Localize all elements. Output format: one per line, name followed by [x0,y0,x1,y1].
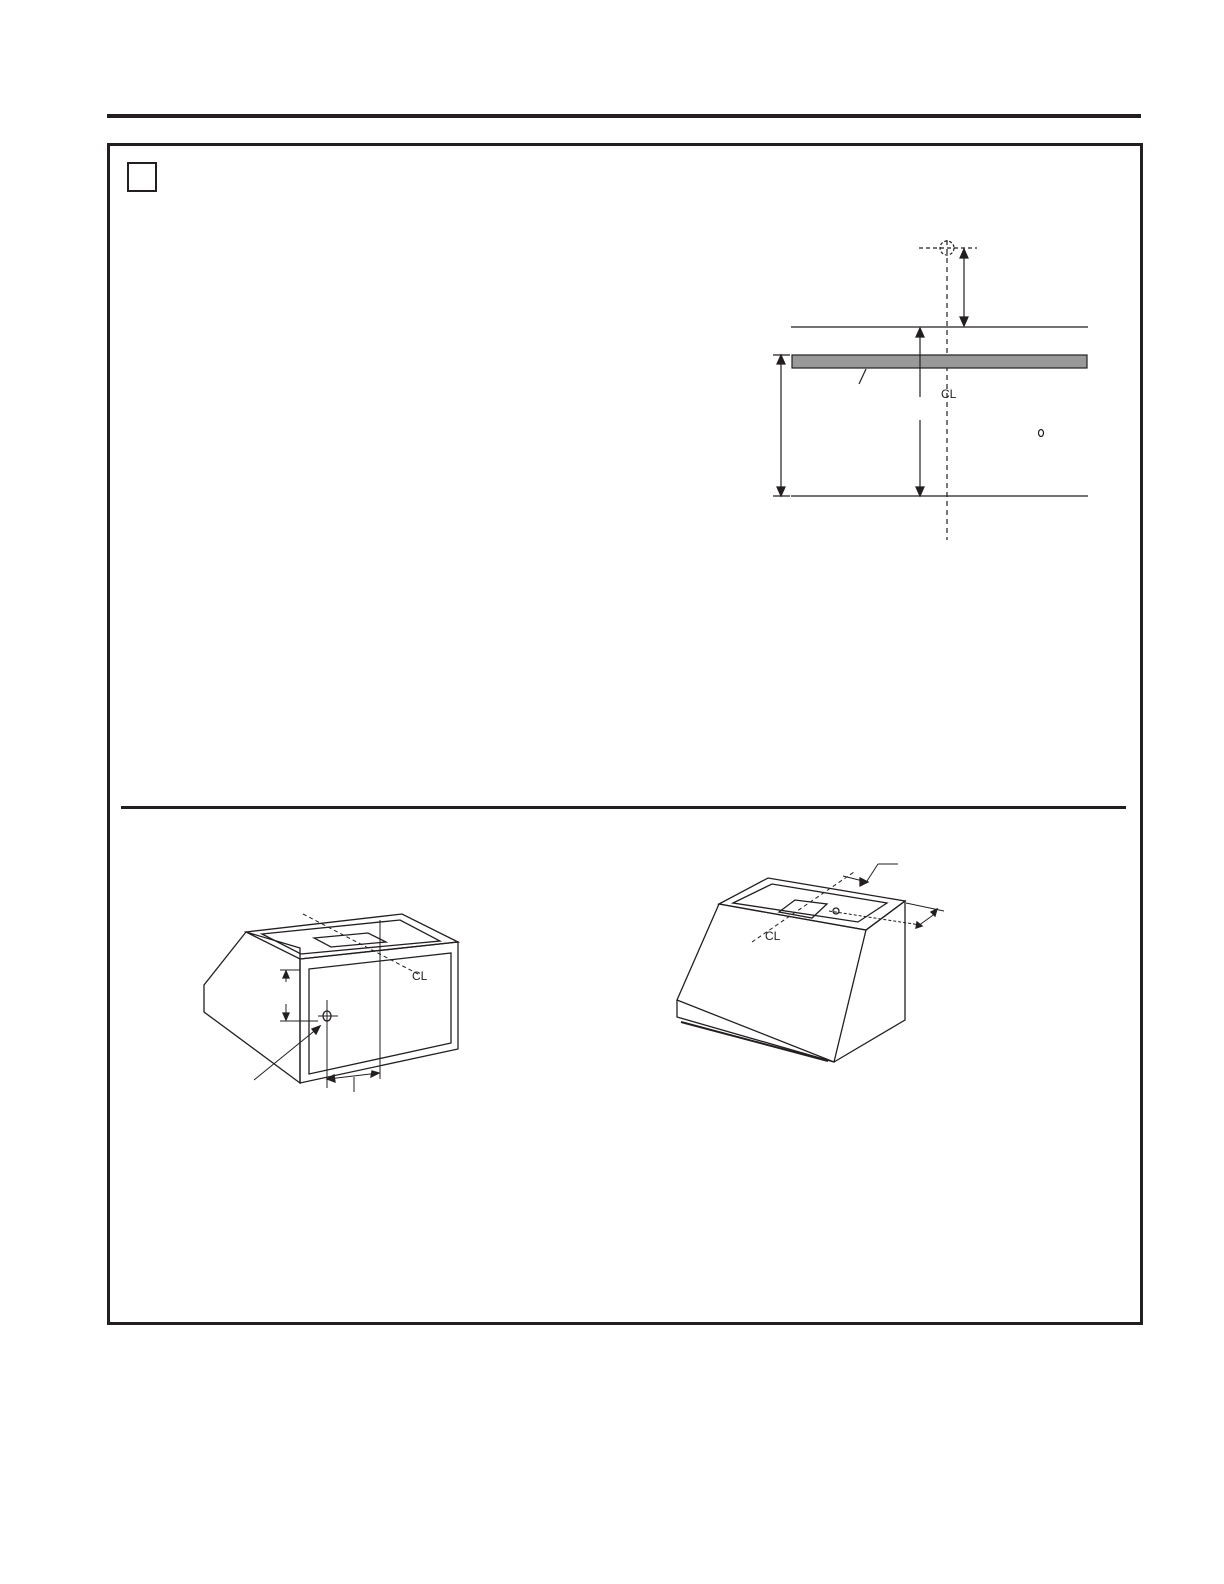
hood-bar [792,355,1087,368]
front-side-dimension-arrow-down [916,922,922,928]
ceiling-clearance-diagram [773,240,1088,540]
front-side-dimension-arrow-up [931,909,937,916]
hole-height-arrow-up [283,971,289,978]
hood-back-view-diagram [204,914,458,1092]
hood-front-view-diagram [677,864,944,1062]
hole-offset-arrow-right [371,1071,379,1077]
small-oval-mark [1039,430,1044,437]
hood-duct-opening [314,933,386,947]
hole-leader-arrow [312,1026,320,1034]
top-dimension-arrow-down [960,317,968,326]
hole-offset-arrow-left [327,1075,335,1082]
left-dimension-arrow-up [777,355,785,364]
hood-top-rim-inner [262,920,440,954]
center-dimension-arrow-up [916,328,924,337]
front-hood-front-face [677,904,866,1062]
centerline-label-back-view: CL [412,969,428,983]
hole-height-arrow-down [283,1013,289,1020]
front-hood-side-face [834,901,905,1062]
hood-bar-leader [859,369,866,384]
centerline-label-front-view: CL [765,929,781,943]
front-hood-bottom-lip-inner [681,1022,828,1061]
left-dimension-arrow-down [777,487,785,496]
center-dimension-arrow-down [916,487,924,496]
front-top-hole [833,908,839,914]
front-dimension-leader [867,864,878,881]
front-dimension-top-arrow [860,878,868,886]
hood-top-rim-outer [246,914,458,959]
centerline-label-top: CL [941,387,957,401]
top-dimension-arrow-up [960,249,968,258]
front-side-dimension-ext [906,903,944,911]
